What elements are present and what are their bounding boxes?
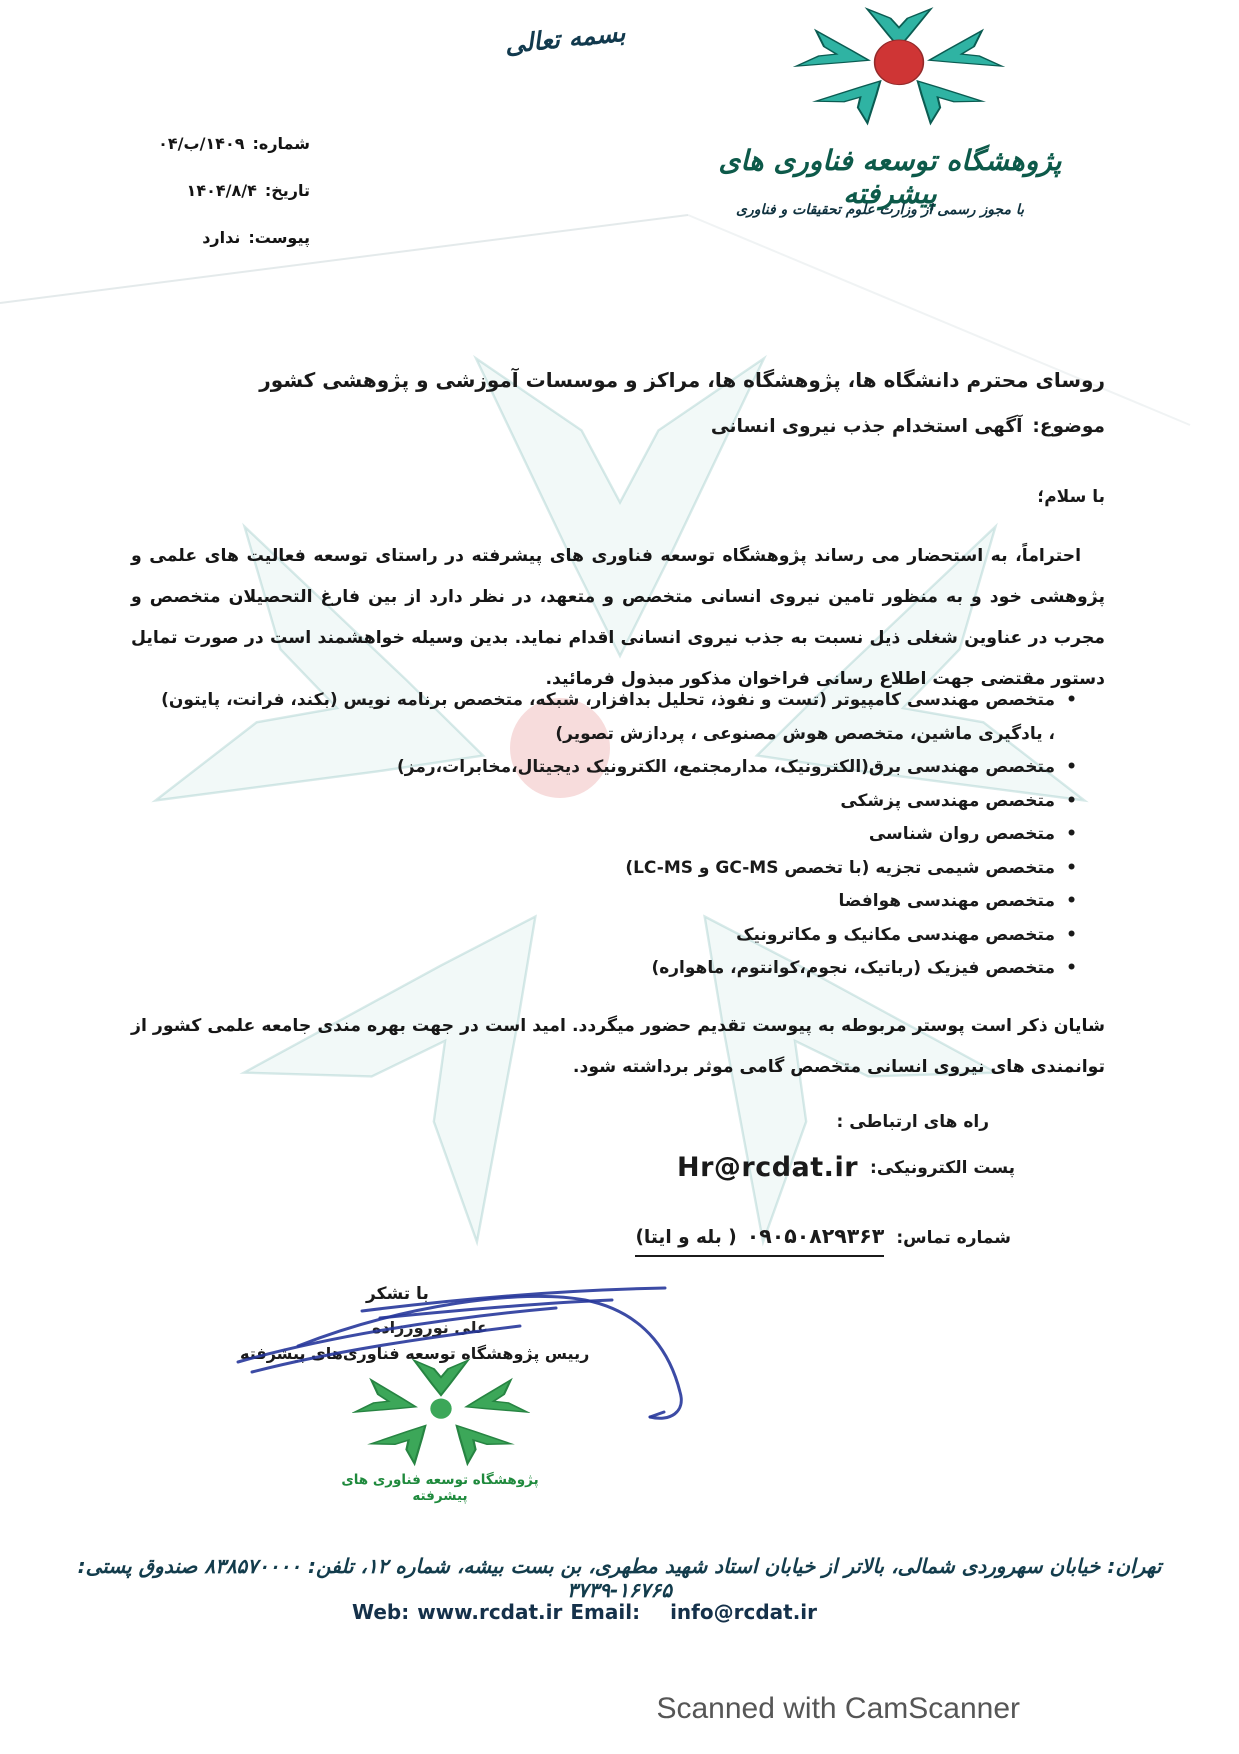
specialty-item: • متخصص مهندسی کامپیوتر (تست و نفوذ، تحلیل بدافزار، شبکه، متخصص برنامه نویس (بکند، فرانت، پایتون) ، یادگیری ماشین، متخصص هوش مصنوعی ، پردازش تصویر) bbox=[150, 684, 1081, 751]
subject-value: آگهی استخدام جذب نیروی انسانی bbox=[710, 416, 1023, 437]
salutation: با سلام؛ bbox=[1037, 487, 1105, 507]
ref-attachment-label: پیوست: bbox=[248, 228, 310, 247]
org-name-calligraphy: پژوهشگاه توسعه فناوری های پیشرفته bbox=[718, 144, 1062, 210]
signer-name: علی نوروززاده bbox=[372, 1318, 488, 1337]
signature-closing: با تشکر bbox=[366, 1284, 429, 1304]
subject-label: موضوع: bbox=[1032, 416, 1105, 437]
phone-line bbox=[635, 1224, 1011, 1257]
contact-heading: راه های ارتباطی : bbox=[836, 1112, 989, 1132]
specialty-item: • متخصص مهندسی هوافضا bbox=[150, 885, 1081, 919]
reference-fields bbox=[150, 134, 310, 275]
ref-date-value: ۱۴۰۴/۸/۴ bbox=[186, 181, 257, 200]
subject-line bbox=[711, 416, 1105, 437]
phone-value: ۰۹۰۵۰۸۲۹۳۶۳ bbox=[746, 1224, 885, 1248]
ref-number-label: شماره: bbox=[252, 134, 310, 153]
camscanner-watermark: Scanned with CamScanner bbox=[656, 1692, 1020, 1725]
specialty-item: • متخصص شیمی تجزیه (با تخصص GC-MS و LC-MS) bbox=[150, 852, 1081, 886]
ref-date-row bbox=[150, 181, 310, 228]
web-value: www.rcdat.ir bbox=[417, 1600, 563, 1624]
footer-web-email-line bbox=[0, 1600, 1169, 1624]
stamp-text: پژوهشگاه توسعه فناوری های پیشرفته bbox=[341, 1472, 539, 1504]
ref-number-row bbox=[150, 134, 310, 181]
web-label: Web: bbox=[351, 1600, 410, 1624]
signer-title: رییس پژوهشگاه توسعه فناوری‌های پیشرفته bbox=[240, 1344, 590, 1363]
ref-date-label: تاریخ: bbox=[264, 181, 310, 200]
specialty-item: • متخصص فیزیک (رباتیک، نجوم،کوانتوم، ماهواره) bbox=[150, 952, 1081, 986]
org-license-line: با مجوز رسمی از وزارت علوم تحقیقات و فناوری bbox=[735, 202, 1025, 218]
ref-number-value: ۱۴۰۹/ب/۰۴ bbox=[158, 134, 245, 153]
specialty-item: • متخصص مهندسی مکانیک و مکاترونیک bbox=[150, 919, 1081, 953]
closing-paragraph: شایان ذکر است پوستر مربوطه به پیوست تقدیم حضور میگردد. امید است در جهت بهره مندی جامعه علمی کشور از توانمندی های نیروی انسانی متخصص گامی موثر برداشته شود. bbox=[131, 1016, 1105, 1077]
specialties-list bbox=[150, 684, 1081, 986]
phone-underlined-group bbox=[635, 1224, 884, 1257]
recipients-heading: روسای محترم دانشگاه ها، پژوهشگاه ها، مراکز و موسسات آموزشی و پژوهشی کشور bbox=[259, 368, 1105, 392]
email-label: پست الکترونیکی: bbox=[870, 1157, 1015, 1178]
intro-paragraph: احتراماً، به استحضار می رساند پژوهشگاه توسعه فناوری های پیشرفته در راستای توسعه فعالیت های علمی و پژوهشی خود و به منظور تامین نیروی انسانی متخصص و متعهد، در نظر دارد از بین فارغ التحصیلان متخصص و مجرب در عناوین شغلی ذیل نسبت به جذب نیروی انسانی اقدام نماید. بدین وسیله خواهشمند است در صورت تمایل دستور مقتضی جهت اطلاع رسانی فراخوان مذکور مبذول فرمائید. bbox=[131, 546, 1105, 689]
bismillah-calligraphy: بسمه تعالی bbox=[503, 17, 627, 60]
green-stamp-star-icon bbox=[352, 1356, 530, 1468]
email-line bbox=[677, 1152, 1015, 1183]
footer-email-value: info@rcdat.ir bbox=[670, 1600, 818, 1624]
specialty-item: • متخصص روان شناسی bbox=[150, 818, 1081, 852]
footer-address: تهران: خیابان سهروردی شمالی، بالاتر از خیابان استاد شهید مطهری، بن بست بیشه، شماره ۱۲، تلفن: ۸۳۸۵۷۰۰۰۰ صندوق پستی: ۱۶۷۶۵-۳۷۳۹ bbox=[77, 1554, 1162, 1602]
ref-attachment-value: ندارد bbox=[202, 228, 241, 247]
email-value: Hr@rcdat.ir bbox=[677, 1152, 859, 1183]
phone-label: شماره تماس: bbox=[896, 1228, 1011, 1248]
org-logo-star-icon bbox=[793, 4, 1005, 128]
specialty-item: • متخصص مهندسی برق(الکترونیک، مدارمجتمع، الکترونیک دیجیتال،مخابرات،رمز) bbox=[150, 751, 1081, 785]
ref-attachment-row bbox=[150, 228, 310, 275]
specialty-item: • متخصص مهندسی پزشکی bbox=[150, 785, 1081, 819]
footer-email-label: Email: bbox=[570, 1600, 641, 1624]
phone-note: ( بله و ایتا) bbox=[635, 1227, 737, 1248]
